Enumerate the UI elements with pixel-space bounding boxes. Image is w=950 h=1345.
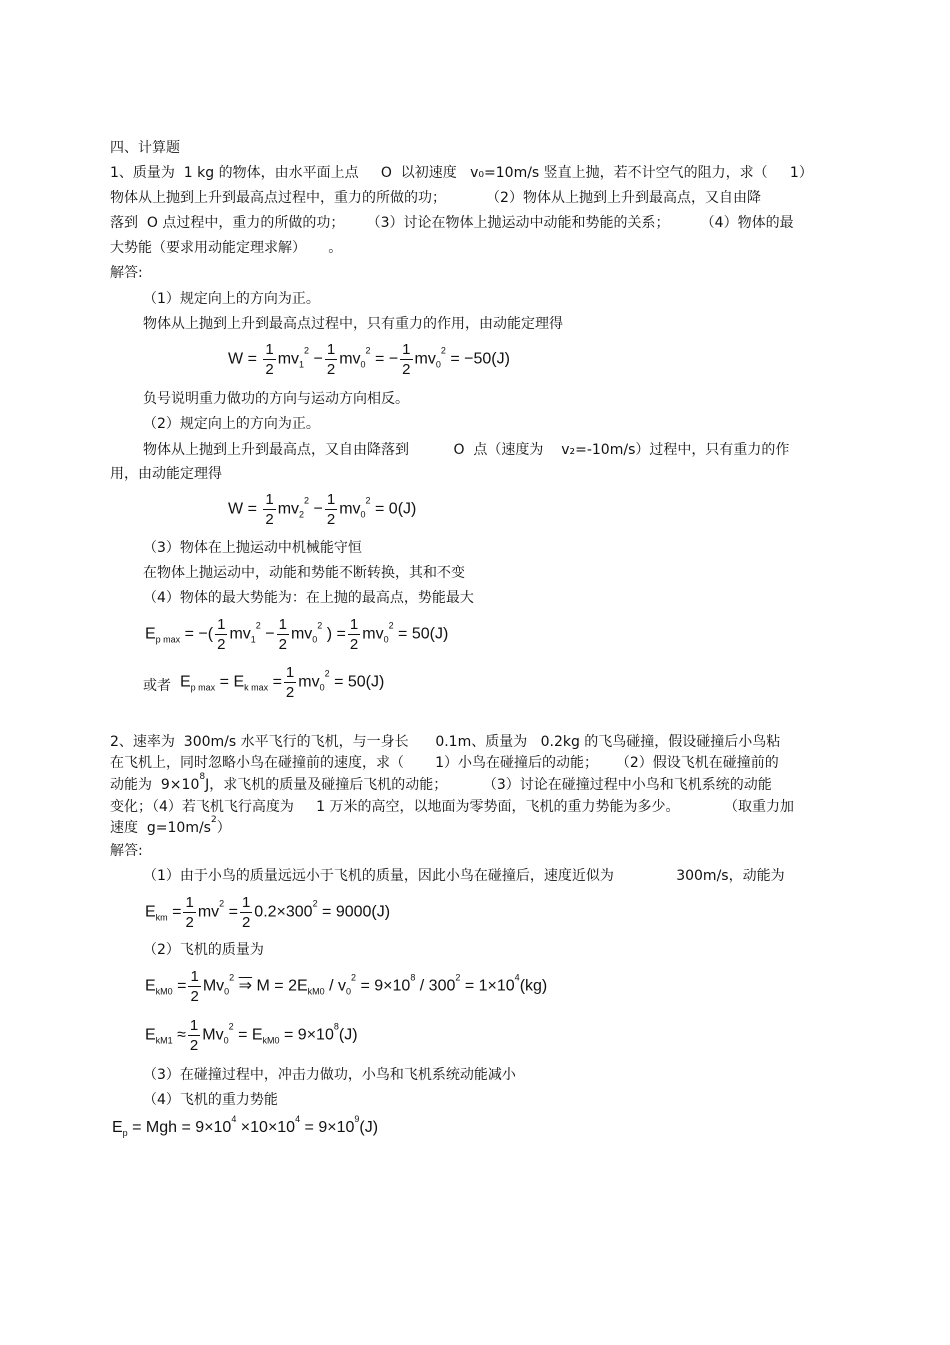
answer-step: 用，由动能定理得 [110,466,222,482]
q1-text-line: 落到 O 点过程中，重力的所做的功； （3）讨论在物体上抛运动中动能和势能的关系； （4）物体的最 [110,215,794,231]
q2-text-line: 2、速率为 300m/s 水平飞行的飞机，与一身长 0.1m、质量为 0.2kg 的飞鸟碰撞，假设碰撞后小鸟粘 [110,734,781,750]
equation-work-round: W = $\frac{1}{2}$ $mv_2^2$ − $\frac{1}{2}$ $mv_0^2 = 0(J)$ [228,491,417,528]
equation-plane-energy: $E_{kM1}$ ≈ $\frac{1}{2}$ $Mv_0^2 = E_{kM0} = 9\times 10^8(J)$ [145,1017,358,1054]
section-title: 四、计算题 [110,140,180,156]
equation-plane-mass: $E_{kM0}$ = $\frac{1}{2}$ $Mv_0^2$ ⇒ $M = 2E_{kM0} / v_0^2 = 9\times 10^8 / 300^2 = 1\times 10^4(kg)$ [145,968,548,1005]
answer-step: （2）规定向上的方向为正。 [143,416,320,432]
equation-potential-energy: $E_p$ = Mgh = $9\times 10^4 \times 10\times 10^4 = 9\times 10^9(J)$ [112,1114,379,1138]
answer-step: （4）物体的最大势能为：在上抛的最高点，势能最大 [143,590,474,606]
answer-step: 在物体上抛运动中，动能和势能不断转换，其和不变 [143,565,465,581]
answer-step: 负号说明重力做功的方向与运动方向相反。 [143,391,409,407]
q1-text-line: 1、质量为 1 kg 的物体，由水平面上点 O 以初速度 v₀=10m/s 竖直上抛，若不计空气的阻力，求（ 1） [110,165,813,181]
answer-step: （3）在碰撞过程中，冲击力做功，小鸟和飞机系统动能减小 [143,1067,516,1083]
q2-text-line: 变化；（4）若飞机飞行高度为 1 万米的高空，以地面为零势面，飞机的重力势能为多少。 （取重力加 [110,799,795,815]
answer-step: （4）飞机的重力势能 [143,1092,278,1108]
q1-text-line: 大势能（要求用动能定理求解） 。 [110,240,343,256]
answer-step: （1）规定向上的方向为正。 [143,291,320,307]
answer-step: （1）由于小鸟的质量远远小于飞机的质量，因此小鸟在碰撞后，速度近似为 300m/s，动能为 [143,868,785,884]
q2-text-line: 速度 $g=10m/s^2$） [110,815,231,836]
or-label: 或者 [143,678,171,694]
answer-step: 物体从上抛到上升到最高点过程中，只有重力的作用，由动能定理得 [143,316,563,332]
answer-label: 解答: [110,843,143,859]
q1-text-line: 物体从上抛到上升到最高点过程中，重力的所做的功； （2）物体从上抛到上升到最高点，又自由降 [110,190,761,206]
q2-text-line: 动能为 $9\times 10^8J$，求飞机的质量及碰撞后飞机的动能； （3）讨论在碰撞过程中小鸟和飞机系统的动能 [110,772,772,793]
answer-step: 物体从上抛到上升到最高点，又自由降落到 O 点（速度为 v₂=-10m/s）过程中，只有重力的作 [143,442,790,458]
equation-bird-energy: $E_{km}$ = $\frac{1}{2}$ $mv^2$ = $\frac{1}{2}$ $0.2\times 300^2 = 9000(J)$ [145,894,391,931]
answer-step: （3）物体在上抛运动中机械能守恒 [143,540,362,556]
equation-work-up: W = $\frac{1}{2}$ $mv_1^2$ − $\frac{1}{2}$ $mv_0^2$ = − $\frac{1}{2}$ $mv_0^2 = -50(J)$ [228,341,510,378]
equation-max-potential-alt: $E_{p max} = E_{k max}$ = $\frac{1}{2}$ $mv_0^2 = 50(J)$ [180,664,385,701]
answer-label: 解答: [110,265,143,281]
equation-max-potential: $E_{p max}$ = −( $\frac{1}{2}$ $mv_1^2$ − $\frac{1}{2}$ $mv_0^2$ ) = $\frac{1}{2}$ $mv_0^2 = 50(J)$ [145,616,449,653]
q2-text-line: 在飞机上，同时忽略小鸟在碰撞前的速度，求（ 1）小鸟在碰撞后的动能； （2）假设飞机在碰撞前的 [110,755,779,771]
answer-step: （2）飞机的质量为 [143,942,264,958]
